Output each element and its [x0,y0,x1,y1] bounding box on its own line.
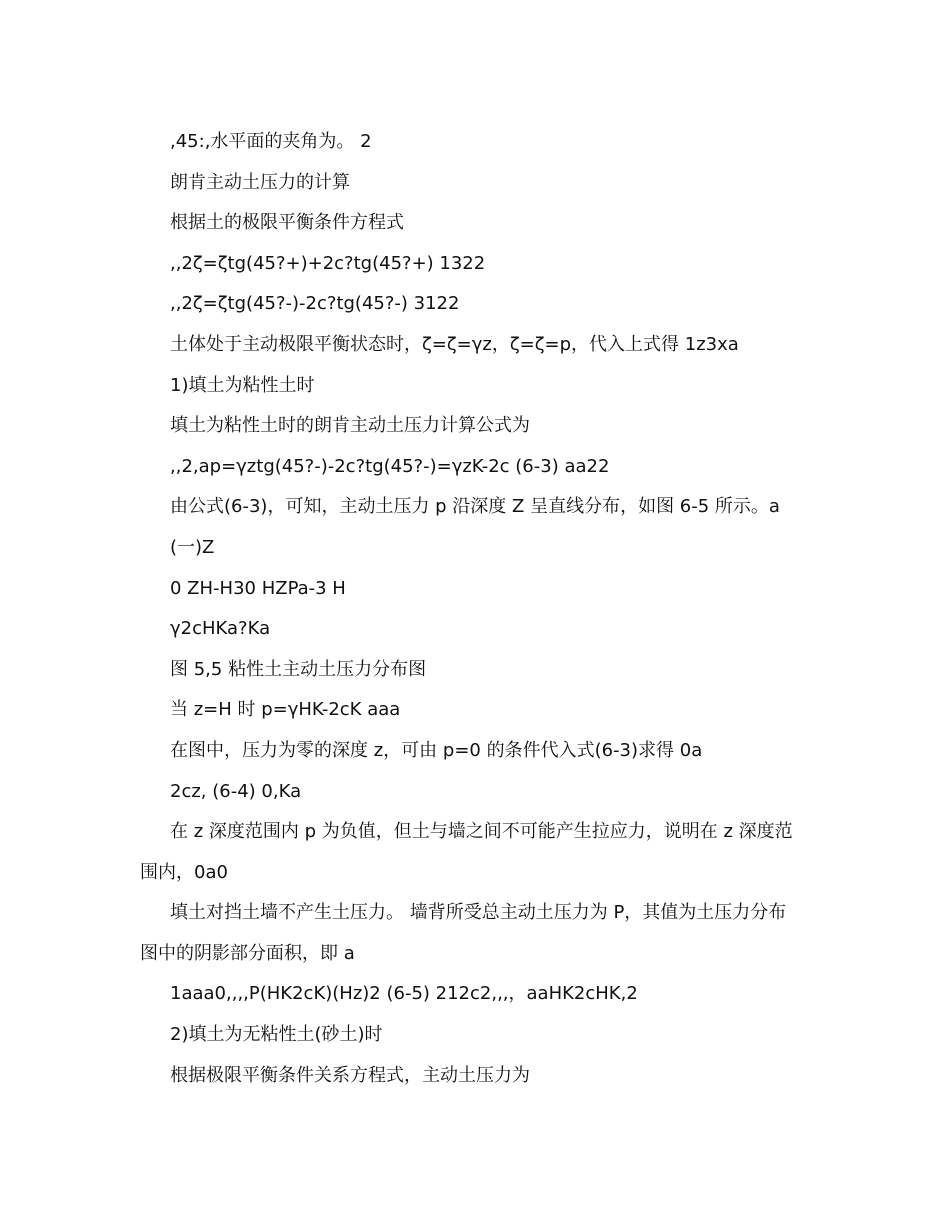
text-line: 根据极限平衡条件关系方程式，主动土压力为 [170,1064,530,1086]
figure-text: γ2cHKa?Ka [170,618,271,640]
section-heading: 朗肯主动土压力的计算 [170,171,350,193]
document-body [140,122,808,1096]
figure-caption: 图 5,5 粘性土主动土压力分布图 [170,658,427,680]
formula-line: 1aaa0,,,,P(HK2cK)(Hz)2 (6-5) 212c2,,,，aaHK2cHK,2 [170,983,638,1005]
formula-line: 2cz, (6-4) 0,Ka [170,780,302,802]
subsection-heading: 2)填土为无粘性土(砂土)时 [170,1024,383,1046]
text-line: 填土对挡土墙不产生土压力。 墙背所受总主动土压力为 P，其值为土压力分布 [170,902,787,924]
formula-line: ,,2,ap=γztg(45?-)-2c?tg(45?-)=γzK-2c (6-3) aa22 [170,455,610,477]
figure-text: (一)Z [170,536,215,558]
text-line: 填土为粘性土时的朗肯主动土压力计算公式为 [170,415,530,437]
text-line: 围内，0a0 [140,861,228,883]
text-line: 图中的阴影部分面积，即 a [140,942,355,964]
text-line: 由公式(6-3)，可知，主动土压力 p 沿深度 Z 呈直线分布，如图 6-5 所示。a [170,496,780,518]
figure-text: 0 ZH-H30 HZPa-3 H [170,577,346,599]
formula-line: ,,2ζ=ζtg(45?+)+2c?tg(45?+) 1322 [170,252,486,274]
text-line: 在图中，压力为零的深度 z，可由 p=0 的条件代入式(6-3)求得 0a [170,739,703,761]
formula-line: ,,2ζ=ζtg(45?-)-2c?tg(45?-) 3122 [170,293,460,315]
formula-line: 当 z=H 时 p=γHK-2cK aaa [170,699,401,721]
text-line: ,45:,水平面的夹角为。 2 [170,131,372,152]
text-line: 土体处于主动极限平衡状态时，ζ=ζ=γz，ζ=ζ=p，代入上式得 1z3xa [170,333,739,355]
text-line: 在 z 深度范围内 p 为负值，但土与墙之间不可能产生拉应力，说明在 z 深度范 [170,821,793,843]
text-line: 根据土的极限平衡条件方程式 [170,212,404,234]
subsection-heading: 1)填土为粘性土时 [170,374,315,396]
